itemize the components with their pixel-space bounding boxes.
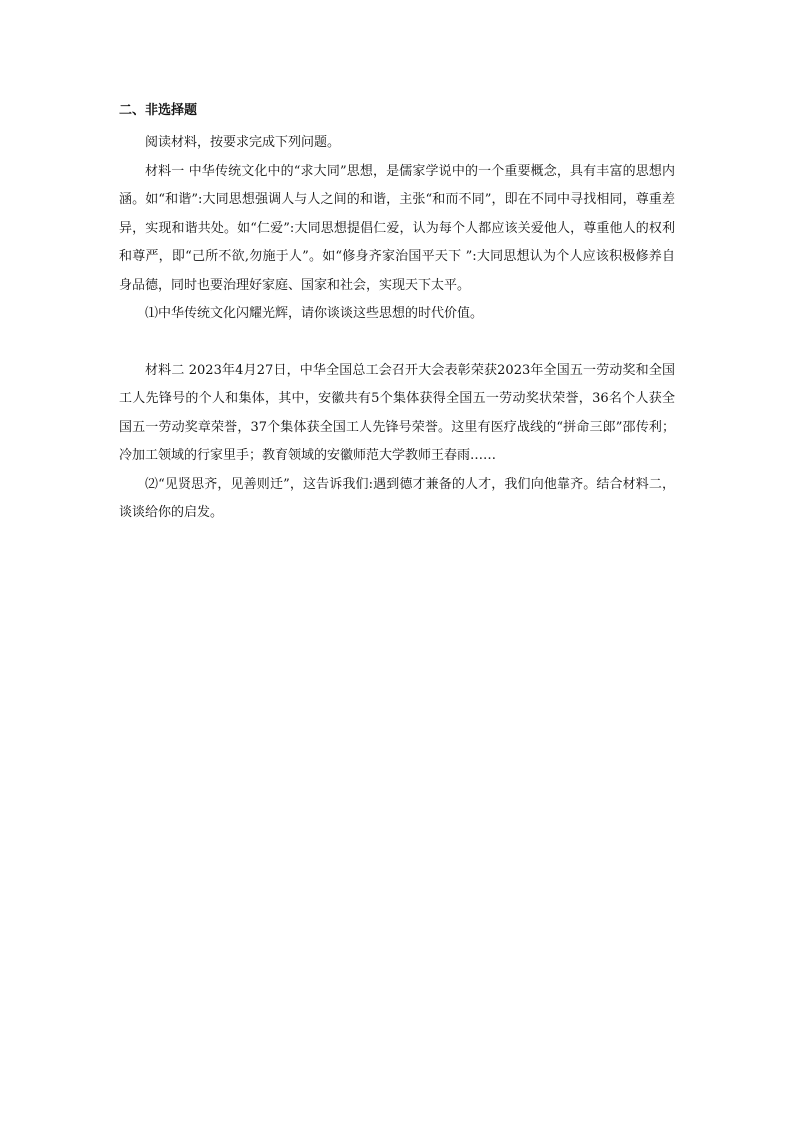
material-one-text: 材料一 中华传统文化中的“求大同”思想，是儒家学说中的一个重要概念，具有丰富的思想内涵。如“和谐”:大同思想强调人与人之间的和谐，主张“和而不同”，即在不同中寻找相同，尊重差异，实现和谐共处。如“仁爱”:大同思想提倡仁爱，认为每个人都应该关爱他人，尊重他人的权利和尊严，即“己所不欲,勿施于人”。如“修身齐家治国平天下 ”:大同思想认为个人应该积极修养自身品德，同时也要治理好家庭、国家和社会，实现天下太平。	[119, 163, 675, 293]
question-one-text: ⑴中华传统文化闪耀光辉，请你谈谈这些思想的时代价值。	[145, 306, 484, 321]
instruction-text: 阅读材料，按要求完成下列问题。	[145, 135, 341, 150]
section-title: 二、非选择题	[119, 103, 198, 118]
question-two-text: ⑵“见贤思齐，见善则迁”，这告诉我们:遇到德才兼备的人才，我们向他靠齐。结合材料二，谈谈给你的启发。	[119, 476, 675, 520]
material-two-text: 材料二 2023年4月27日，中华全国总工会召开大会表彰荣获2023年全国五一劳动奖和全国工人先锋号的个人和集体，其中，安徽共有5个集体获得全国五一劳动奖状荣誉，36名个人获全国五一劳动奖章荣誉，37个集体获全国工人先锋号荣誉。这里有医疗战线的“拼命三郎”邵传利；冷加工领域的行家里手；教育领域的安徽师范大学教师王春雨……	[119, 362, 675, 463]
answer-space	[119, 329, 675, 357]
document-content	[119, 100, 675, 528]
